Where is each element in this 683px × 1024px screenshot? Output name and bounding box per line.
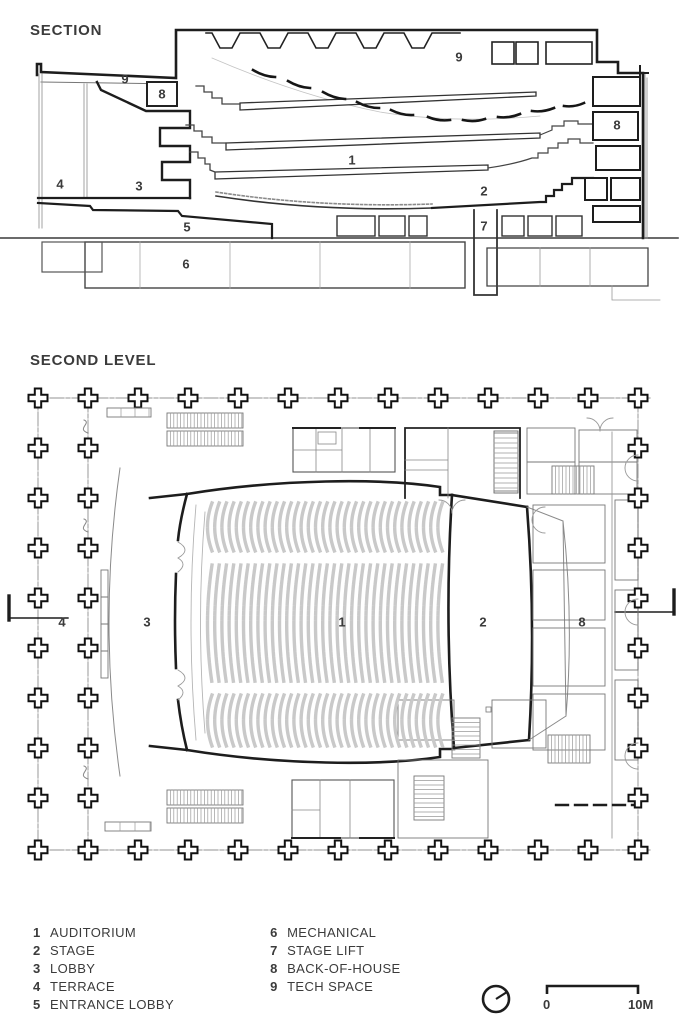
- room-label-7: 7: [480, 218, 488, 234]
- legend-item-number: 6: [270, 925, 278, 940]
- scale-max-label: 10M: [628, 997, 654, 1012]
- legend-column-1: [33, 924, 174, 1014]
- room-label-1: 1: [348, 152, 356, 168]
- legend-item-label: AUDITORIUM: [50, 925, 137, 940]
- rooms-bottom-right: [398, 700, 546, 838]
- room-label-3: 3: [143, 614, 151, 630]
- room-label-8: 8: [578, 614, 586, 630]
- plan-title: SECOND LEVEL: [30, 352, 157, 369]
- legend-item-label: ENTRANCE LOBBY: [50, 997, 175, 1012]
- legend-item: [270, 924, 401, 942]
- legend-item-number: 5: [33, 997, 41, 1012]
- footer-graphics: [470, 975, 670, 1020]
- legend-item-label: STAGE LIFT: [287, 943, 365, 958]
- rooms-top-right: [527, 428, 637, 494]
- legend-item-label: MECHANICAL: [287, 925, 377, 940]
- room-label-2: 2: [479, 614, 487, 630]
- legend-item-number: 1: [33, 925, 41, 940]
- legend-item-number: 4: [33, 979, 41, 994]
- legend-item: [33, 942, 174, 960]
- scale-bar: [547, 986, 638, 994]
- stage-walls: [448, 495, 532, 748]
- legend-item: [33, 996, 174, 1014]
- scale-zero-label: 0: [543, 997, 551, 1012]
- room-label-6: 6: [182, 256, 190, 272]
- room-label-2: 2: [480, 183, 488, 199]
- legend-item: [33, 978, 174, 996]
- room-label-3: 3: [135, 178, 143, 194]
- auditorium-seats: [208, 503, 443, 746]
- door-swings: [439, 418, 638, 769]
- building-shell: [37, 30, 643, 238]
- room-label-4: 4: [58, 614, 66, 630]
- legend-item-label: TECH SPACE: [287, 979, 374, 994]
- legend-item-number: 9: [270, 979, 278, 994]
- legend-item-number: 2: [33, 943, 41, 958]
- rooms-top-left: [293, 428, 395, 472]
- legend-item-label: STAGE: [50, 943, 96, 958]
- section-title: SECTION: [30, 22, 103, 39]
- legend-item-label: LOBBY: [50, 961, 96, 976]
- north-indicator-needle: [496, 992, 507, 999]
- legend-item: [270, 960, 401, 978]
- room-label-4: 4: [56, 176, 64, 192]
- legend-item-number: 7: [270, 943, 278, 958]
- legend-column-2: [270, 924, 401, 1014]
- legend-item-label: BACK-OF-HOUSE: [287, 961, 401, 976]
- room-label-8: 8: [613, 117, 621, 133]
- legend-item: [33, 924, 174, 942]
- room-label-9: 9: [121, 71, 129, 87]
- rooms-bottom-center: [292, 780, 394, 838]
- room-label-9: 9: [455, 49, 463, 65]
- section-drawing: [0, 0, 683, 310]
- legend-item: [33, 960, 174, 978]
- room-label-5: 5: [183, 219, 191, 235]
- back-of-house-rooms: [533, 432, 638, 838]
- legend-item-number: 3: [33, 961, 41, 976]
- legend-item: [270, 978, 401, 996]
- legend-item-label: TERRACE: [50, 979, 115, 994]
- legend-item-number: 8: [270, 961, 278, 976]
- room-label-1: 1: [338, 614, 346, 630]
- room-label-8: 8: [158, 86, 166, 102]
- legend-item: [270, 942, 401, 960]
- legend: [33, 924, 401, 1014]
